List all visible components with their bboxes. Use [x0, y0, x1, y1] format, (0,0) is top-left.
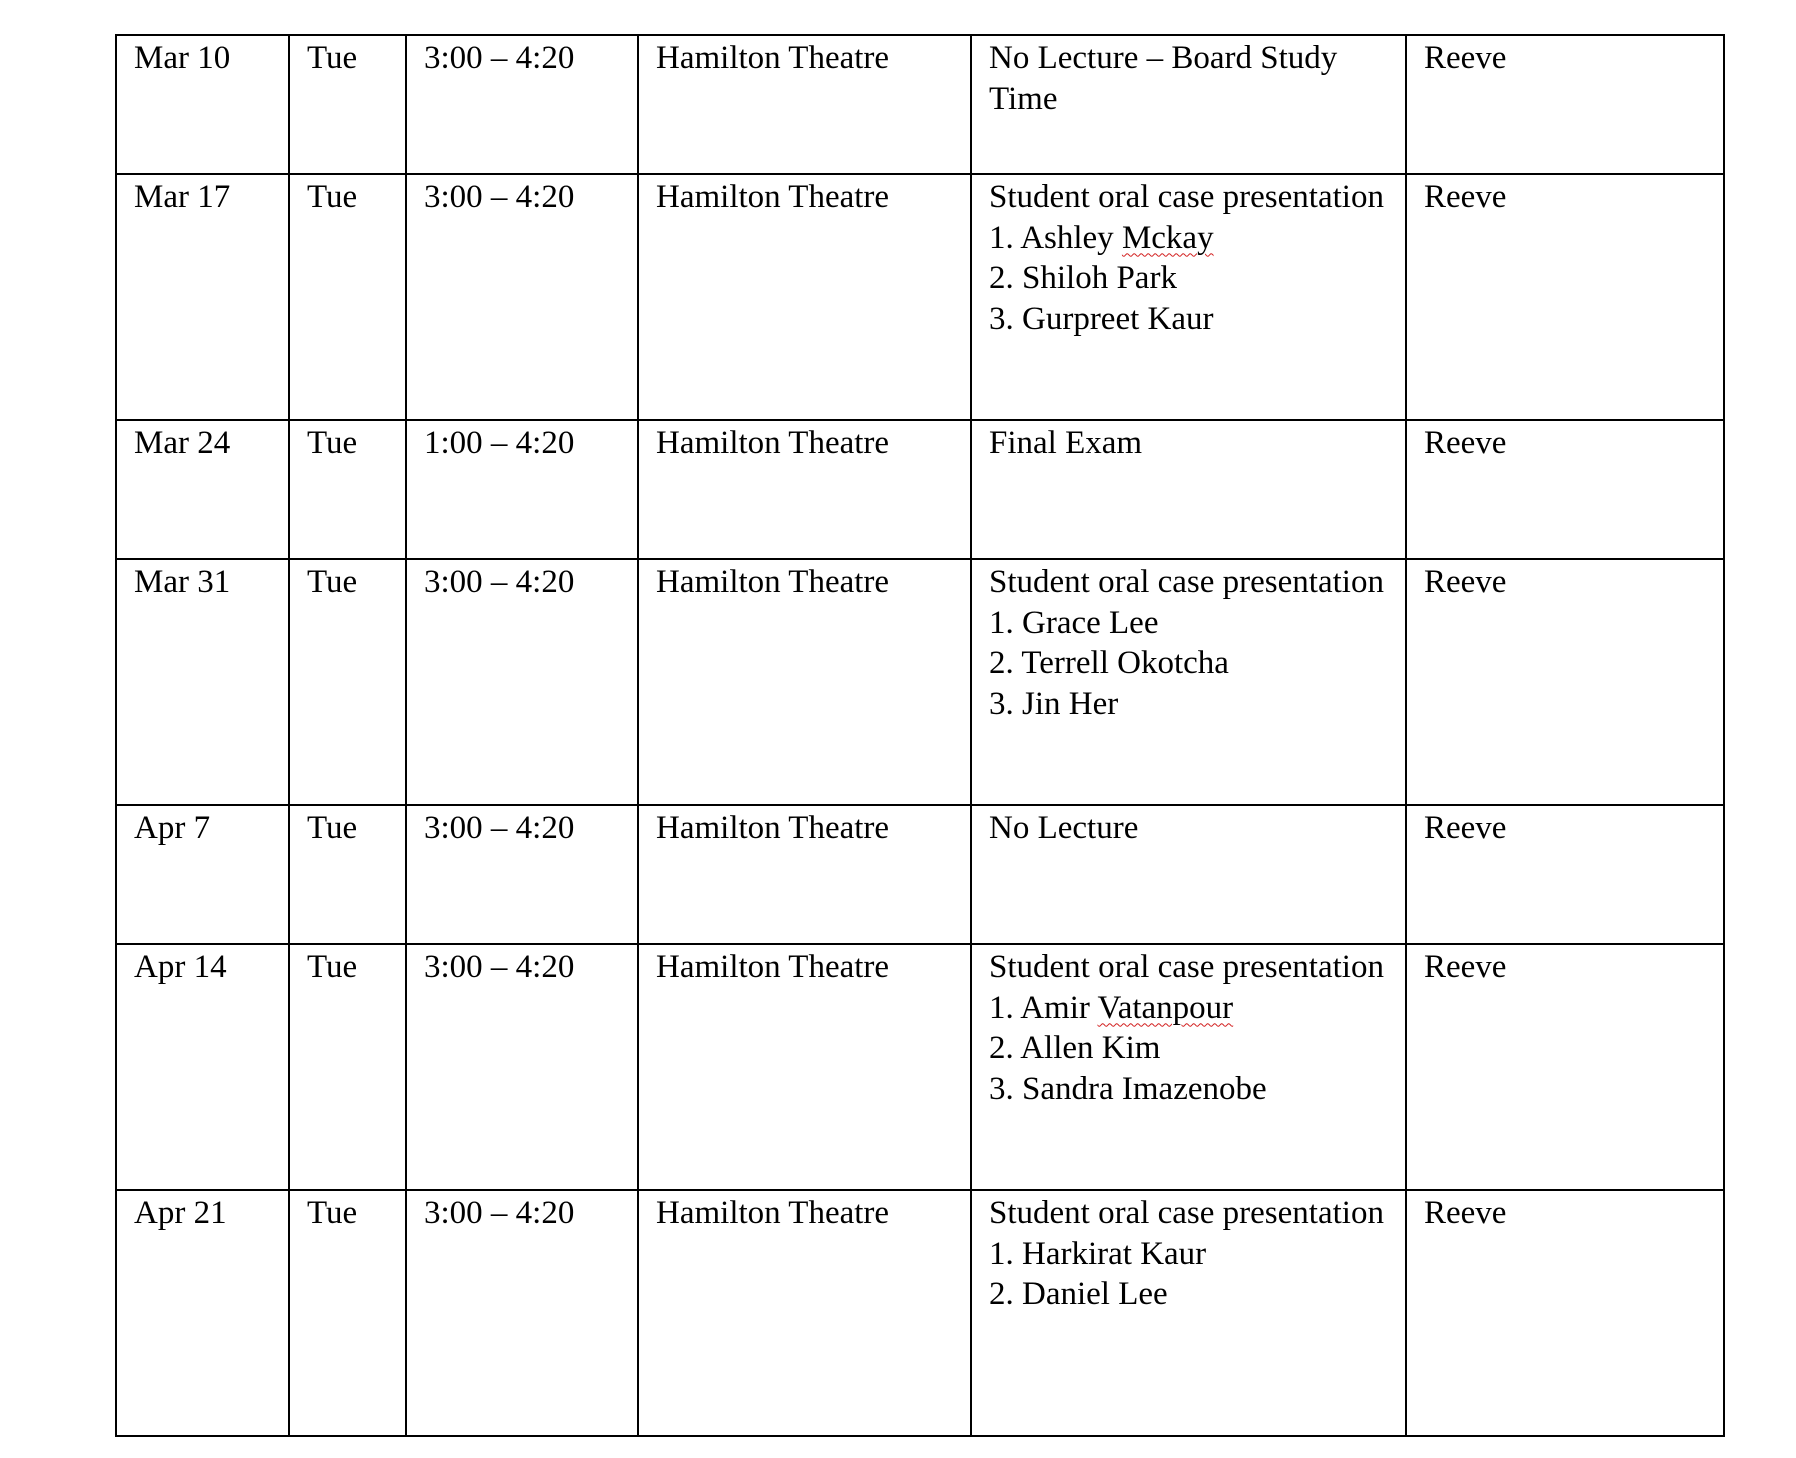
day-cell: Tue: [289, 805, 406, 944]
instructor-cell: Reeve: [1406, 944, 1724, 1190]
day-cell: Tue: [289, 174, 406, 420]
topic-cell: [971, 805, 1406, 944]
presenter-first-name: Grace: [1022, 604, 1101, 641]
presenter-first-name: Jin: [1022, 685, 1061, 722]
instructor-cell: Reeve: [1406, 420, 1724, 559]
date-cell: Mar 17: [116, 174, 289, 420]
schedule-row: [116, 420, 1724, 559]
instructor-cell: Reeve: [1406, 805, 1724, 944]
presenter-number: 2.: [989, 645, 1022, 681]
location-cell: Hamilton Theatre: [638, 944, 971, 1190]
schedule-row: [116, 1190, 1724, 1436]
presenter-number: 3.: [989, 685, 1022, 722]
presenter-item: [989, 1028, 1388, 1069]
presenter-number: 1.: [989, 989, 1021, 1026]
topic-title: Student oral case presentation: [989, 564, 1384, 600]
presenter-first-name: Amir: [1020, 989, 1090, 1026]
location-cell: Hamilton Theatre: [638, 1190, 971, 1436]
presenter-first-name: Daniel: [1022, 1276, 1110, 1312]
presenter-item: [989, 1069, 1388, 1110]
instructor-cell: Reeve: [1406, 35, 1724, 174]
time-cell: 3:00 – 4:20: [406, 35, 638, 174]
date-cell: Mar 31: [116, 559, 289, 805]
schedule-row: [116, 559, 1724, 805]
date-cell: Mar 10: [116, 35, 289, 174]
presenter-item: [989, 603, 1388, 644]
presenter-first-name: Ashley: [1020, 219, 1114, 256]
location-cell: Hamilton Theatre: [638, 174, 971, 420]
location-cell: Hamilton Theatre: [638, 805, 971, 944]
topic-cell: [971, 35, 1406, 174]
topic-title: Student oral case presentation: [989, 949, 1384, 985]
presenter-number: 2.: [989, 1276, 1022, 1312]
instructor-cell: Reeve: [1406, 1190, 1724, 1436]
presenter-number: 1.: [989, 1235, 1022, 1272]
presenter-item: [989, 988, 1388, 1029]
presenter-first-name: Shiloh: [1022, 260, 1109, 296]
presenter-number: 1.: [989, 604, 1022, 641]
schedule-table: [115, 34, 1725, 1437]
location-cell: Hamilton Theatre: [638, 35, 971, 174]
day-cell: Tue: [289, 420, 406, 559]
presenter-first-name: Harkirat: [1022, 1235, 1132, 1272]
day-cell: Tue: [289, 1190, 406, 1436]
schedule-row: [116, 944, 1724, 1190]
presenter-item: [989, 1274, 1388, 1315]
presenter-last-name: Kim: [1101, 1030, 1161, 1066]
time-cell: 1:00 – 4:20: [406, 420, 638, 559]
topic-title: No Lecture: [989, 810, 1139, 846]
location-cell: Hamilton Theatre: [638, 559, 971, 805]
presenter-item: [989, 684, 1388, 725]
topic-cell: [971, 559, 1406, 805]
date-cell: Apr 14: [116, 944, 289, 1190]
presenter-item: [989, 643, 1388, 684]
time-cell: 3:00 – 4:20: [406, 944, 638, 1190]
presenter-item: [989, 258, 1388, 299]
schedule-row: [116, 805, 1724, 944]
presenter-item: [989, 218, 1388, 259]
day-cell: Tue: [289, 559, 406, 805]
presenter-last-name: Imazenobe: [1121, 1070, 1267, 1107]
topic-cell: [971, 944, 1406, 1190]
presenter-number: 3.: [989, 1070, 1022, 1107]
presenter-number: 3.: [989, 300, 1022, 337]
instructor-cell: Reeve: [1406, 559, 1724, 805]
presenter-last-name: Her: [1068, 685, 1119, 722]
topic-title: Final Exam: [989, 425, 1143, 461]
presenter-last-name: Lee: [1109, 604, 1159, 641]
time-cell: 3:00 – 4:20: [406, 174, 638, 420]
time-cell: 3:00 – 4:20: [406, 559, 638, 805]
presenter-last-name: Park: [1116, 260, 1177, 296]
schedule-row: [116, 35, 1724, 174]
presenter-first-name: Allen: [1020, 1030, 1094, 1066]
date-cell: Mar 24: [116, 420, 289, 559]
schedule-row: [116, 174, 1724, 420]
presenter-last-name: Vatanpour: [1097, 989, 1234, 1026]
topic-cell: [971, 420, 1406, 559]
presenter-number: 2.: [989, 260, 1022, 296]
presenter-first-name: Sandra: [1022, 1070, 1114, 1107]
presenter-last-name: Kaur: [1140, 1235, 1207, 1272]
time-cell: 3:00 – 4:20: [406, 1190, 638, 1436]
topic-cell: [971, 174, 1406, 420]
instructor-cell: Reeve: [1406, 174, 1724, 420]
presenter-first-name: Gurpreet: [1022, 300, 1140, 337]
presenter-last-name: Okotcha: [1117, 645, 1229, 681]
topic-title: No Lecture – Board Study Time: [989, 40, 1338, 117]
topic-title: Student oral case presentation: [989, 179, 1384, 215]
date-cell: Apr 21: [116, 1190, 289, 1436]
presenter-item: [989, 1234, 1388, 1275]
presenter-number: 1.: [989, 219, 1021, 256]
schedule-body: [116, 35, 1724, 1436]
location-cell: Hamilton Theatre: [638, 420, 971, 559]
day-cell: Tue: [289, 35, 406, 174]
topic-title: Student oral case presentation: [989, 1195, 1384, 1231]
presenter-number: 2.: [989, 1030, 1021, 1066]
date-cell: Apr 7: [116, 805, 289, 944]
topic-cell: [971, 1190, 1406, 1436]
presenter-item: [989, 299, 1388, 340]
presenter-last-name: Lee: [1118, 1276, 1168, 1312]
time-cell: 3:00 – 4:20: [406, 805, 638, 944]
presenter-first-name: Terrell: [1021, 645, 1109, 681]
day-cell: Tue: [289, 944, 406, 1190]
presenter-last-name: Mckay: [1121, 219, 1214, 256]
presenter-last-name: Kaur: [1147, 300, 1214, 337]
